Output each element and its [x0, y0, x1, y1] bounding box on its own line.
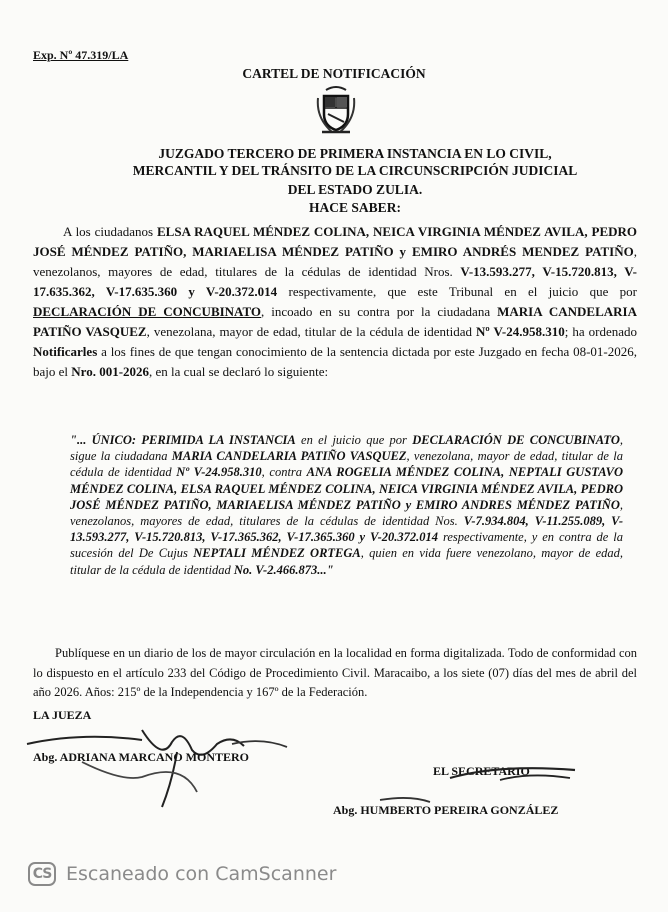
judge-signature [22, 722, 312, 812]
case-number: Exp. Nº 47.319/LA [33, 48, 129, 62]
camscanner-logo-icon: CS [28, 862, 56, 886]
hace-saber: HACE SABER: [309, 200, 401, 215]
camscanner-text: Escaneado con CamScanner [66, 863, 337, 885]
coat-of-arms-icon [314, 84, 358, 136]
secretary-name: Abg. HUMBERTO PEREIRA GONZÁLEZ [333, 803, 559, 817]
judge-title: LA JUEZA [33, 708, 92, 722]
document-title: CARTEL DE NOTIFICACIÓN [242, 66, 426, 81]
camscanner-watermark [28, 860, 336, 888]
sentence-quote: "... ÚNICO: PERIMIDA LA INSTANCIA en el juicio que por DECLARACIÓN DE CONCUBINATO, sigue la ciudadana MARIA CANDELARIA PATIÑO VASQUEZ, venezolana, mayor de edad, titular de la cédula de identidad Nº V-24.958.310, contra ANA ROGELIA MÉNDEZ COLINA, NEPTALI GUSTAVO MÉNDEZ COLINA, ELSA RAQUEL MÉNDEZ COLINA, NEICA VIRGINIA MÉNDEZ AVILA, PEDRO JOSÉ MÉNDEZ PATIÑO, MARIAELISA MÉNDEZ PATIÑO y EMIRO ANDRES MÉNDEZ PATIÑO, venezolanos, mayores de edad, titulares de la cédulas de identidad Nos. V-7.934.804, V-11.255.089, V-13.593.277, V-15.720.813, V-17.365.362, V-17.365.360 y V-20.372.014 respectivamente, y en contra de la sucesión del De Cujus NEPTALI MÉNDEZ ORTEGA, quien en vida fuere venezolano, mayor de edad, titular de la cédula de identidad No. V-2.466.873..." [70, 433, 624, 577]
secretary-title: EL SECRETARIO [433, 764, 530, 778]
court-line-3: DEL ESTADO ZULIA. [287, 182, 423, 197]
court-line-2: MERCANTIL Y DEL TRÁNSITO DE LA CIRCUNSCRIPCIÓN JUDICIAL [132, 163, 578, 178]
closing-paragraph: Publíquese en un diario de los de mayor circulación en la localidad en forma digitalizada. Todo de conformidad con lo dispuesto en el artículo 233 del Código de Procedimiento Civil. Maracaibo, a los siete (07) días del mes de abril del año 2026. Años: 215º de la Independencia y 167º de la Federación. [33, 646, 637, 699]
judge-name: Abg. ADRIANA MARCANO MONTERO [33, 750, 250, 764]
notification-paragraph: A los ciudadanos ELSA RAQUEL MÉNDEZ COLINA, NEICA VIRGINIA MÉNDEZ AVILA, PEDRO JOSÉ MÉNDEZ PATIÑO, MARIAELISA MÉNDEZ PATIÑO y EMIRO ANDRÉS MENDEZ PATIÑO, venezolanos, mayores de edad, titulares de la cédulas de identidad Nros. V-13.593.277, V-15.720.813, V-17.635.362, V-17.635.360 y V-20.372.014 respectivamente, que este Tribunal en el juicio que por DECLARACIÓN DE CONCUBINATO, incoado en su contra por la ciudadana MARIA CANDELARIA PATIÑO VASQUEZ, venezolana, mayor de edad, titular de la cédula de identidad Nº V-24.958.310; ha ordenado Notificarles a los fines de que tengan conocimiento de la sentencia dictada por este Juzgado en fecha 08-01-2026, bajo el Nro. 001-2026, en la cual se declaró lo siguiente: [33, 224, 638, 379]
court-line-1: JUZGADO TERCERO DE PRIMERA INSTANCIA EN LO CIVIL, [158, 146, 552, 161]
